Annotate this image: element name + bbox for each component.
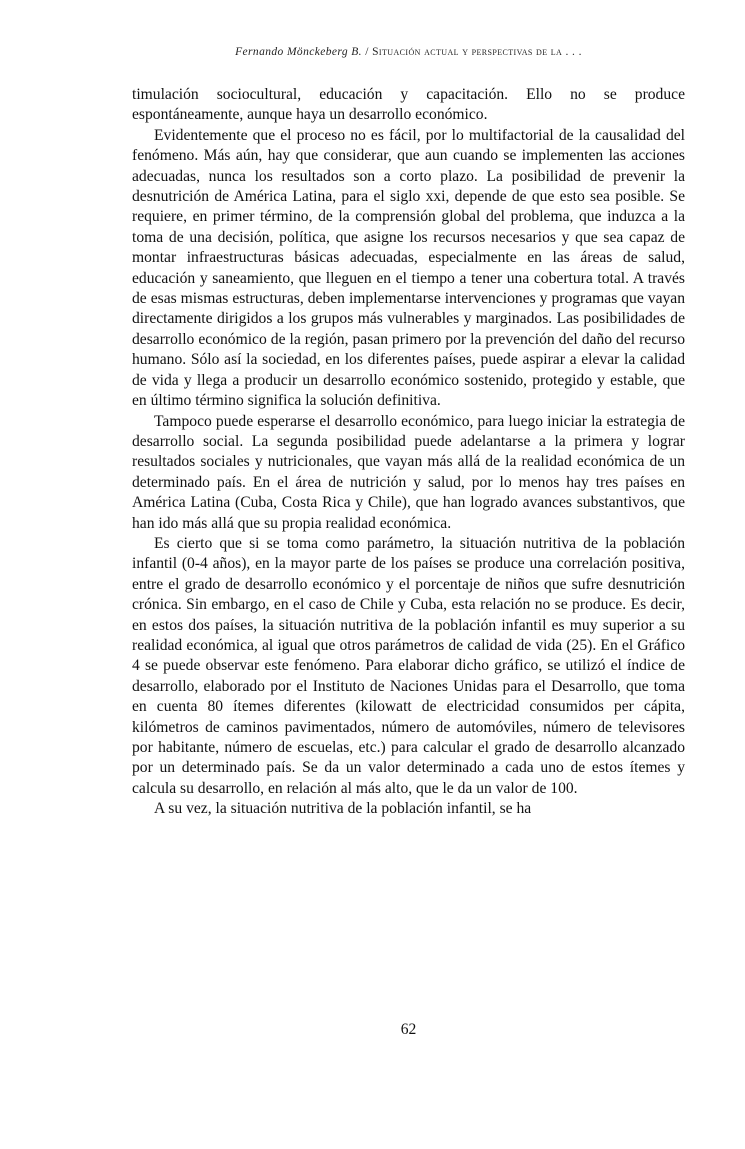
paragraph: Tampoco puede esperarse el desarrollo económico, para luego iniciar la estrategia de desarrollo social. La segunda posibilidad puede adelantarse a la primera y lograr resultados sociales y nutricionales, que vayan más allá de la realidad económica de un determinado país. En el área de nutrición y salud, por lo menos hay tres países en América Latina (Cuba, Costa Rica y Chile), que han logrado avances substantivos, que han ido más allá que su propia realidad económica. [132, 412, 685, 532]
header-title: Situación actual y perspectivas de la . . . [372, 46, 582, 58]
header-author: Fernando Mönckeberg B. [235, 46, 362, 58]
paragraph: Evidentemente que el proceso no es fácil, por lo multifactorial de la causalidad del fenómeno. Más aún, hay que considerar, que aun cuando se implementen las acciones adecuadas, nunca los resultados son a corto plazo. La posibilidad de prevenir la desnutrición de América Latina, para el siglo xxi, depende de que esto sea posible. Se requiere, en primer término, de la comprensión global del problema, que induzca a la toma de una decisión, política, que asigne los recursos necesarios y que sea capaz de montar infraestructuras básicas adecuadas, especialmente en las áreas de salud, educación y saneamiento, que lleguen en el tiempo a tener una cobertura total. A través de esas mismas estructuras, deben implementarse intervenciones y programas que vayan directamente dirigidos a los grupos más vulnerables y marginados. Las posibilidades de desarrollo económico de la región, pasan primero por la prevención del daño del recurso humano. Sólo así la sociedad, en los diferentes países, puede aspirar a elevar la calidad de vida y llega a producir un desarrollo económico sostenido, protegido y estable, que en último término significa la solución definitiva. [132, 126, 685, 410]
book-page [132, 46, 685, 1038]
header-separator: / [365, 46, 369, 58]
paragraph: A su vez, la situación nutritiva de la población infantil, se ha [154, 800, 532, 818]
paragraph: Es cierto que si se toma como parámetro, la situación nutritiva de la población infantil (0-4 años), en la mayor parte de los países se produce una correlación positiva, entre el grado de desarrollo económico y el porcentaje de niños que sufre desnutrición crónica. Sin embargo, en el caso de Chile y Cuba, esta relación no se produce. Es decir, en estos dos países, la situación nutritiva de la población infantil es muy superior a su realidad económica, al igual que otros parámetros de calidad de vida (25). En el Gráfico 4 se puede observar este fenómeno. Para elaborar dicho gráfico, se utilizó el índice de desarrollo, elaborado por el Instituto de Naciones Unidas para el Desarrollo, que toma en cuenta 80 ítemes diferentes (kilowatt de electricidad consumidos per cápita, kilómetros de caminos pavimentados, número de automóviles, número de televisores por habitante, número de escuelas, etc.) para calcular el grado de desarrollo alcanzado por un determinado país. Se da un valor determinado a cada uno de estos ítemes y calcula su desarrollo, en relación al más alto, que le da un valor de 100. [132, 534, 685, 797]
running-header [132, 46, 685, 58]
page-number: 62 [400, 1021, 417, 1038]
paragraph-continued: timulación sociocultural, educación y capacitación. Ello no se produce espontáneamente, aunque haya un desarrollo económico. [132, 86, 685, 124]
body-text [132, 85, 685, 820]
